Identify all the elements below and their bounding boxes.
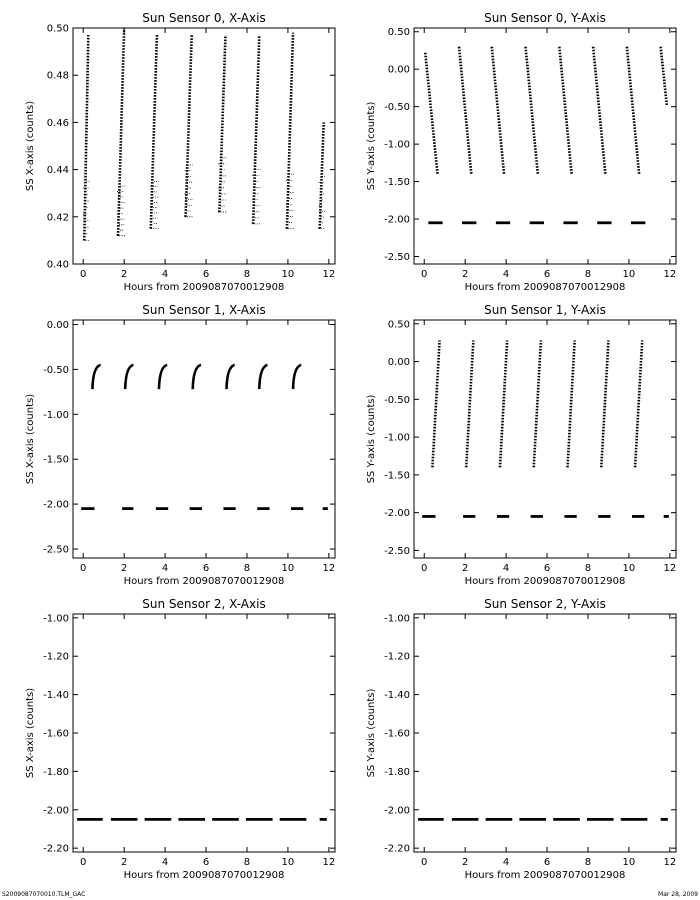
y-tick-label: -2.00 [43, 499, 69, 511]
chart-panel-2 [366, 11, 676, 293]
x-tick-label: 8 [584, 563, 592, 574]
x-tick-label: 10 [281, 269, 295, 280]
y-tick-label: -1.60 [384, 728, 410, 740]
data-marks [81, 365, 328, 509]
y-tick-label: -0.50 [384, 102, 410, 114]
data-series-segment [219, 35, 225, 212]
data-series-segment [593, 47, 605, 174]
chart-panel-6 [366, 597, 676, 881]
y-tick-label: -1.50 [384, 470, 410, 482]
y-tick-label: 0.48 [46, 70, 69, 82]
x-tick-label: 12 [663, 563, 677, 574]
data-marks [425, 47, 667, 223]
x-tick-label: 8 [243, 269, 251, 280]
x-tick-label: 6 [202, 269, 210, 280]
data-series-segment [84, 35, 88, 240]
data-series-segment [186, 35, 192, 217]
x-tick-label: 8 [584, 857, 592, 868]
x-tick-label: 12 [322, 857, 336, 868]
y-tick-label: 0.00 [387, 357, 410, 369]
x-tick-label: 0 [421, 563, 428, 574]
x-tick-label: 8 [243, 563, 251, 574]
x-tick-label: 8 [584, 269, 592, 280]
data-series-segment [320, 122, 324, 228]
plot-frame [414, 614, 676, 852]
x-tick-label: 6 [202, 857, 210, 868]
x-tick-label: 4 [502, 269, 510, 280]
x-tick-label: 12 [663, 269, 677, 280]
y-tick-label: 0.42 [46, 212, 69, 224]
y-tick-label: 0.40 [46, 259, 69, 271]
y-tick-label: -1.60 [43, 728, 69, 740]
x-tick-label: 6 [543, 857, 551, 868]
chart-title: Sun Sensor 0, X-Axis [142, 11, 266, 25]
y-tick-label: 0.00 [46, 319, 69, 331]
data-series-segment [466, 340, 473, 467]
chart-panel-1 [25, 11, 335, 293]
x-tick-label: 10 [281, 563, 295, 574]
y-tick-label: -0.50 [43, 364, 69, 376]
x-axis-label: Hours from 2009087070012908 [464, 282, 626, 293]
chart-title: Sun Sensor 1, Y-Axis [484, 303, 606, 317]
data-series-segment [601, 340, 608, 467]
x-tick-label: 2 [120, 269, 128, 280]
chart-title: Sun Sensor 0, Y-Axis [484, 11, 606, 25]
x-tick-label: 12 [322, 269, 336, 280]
data-series-segment [568, 340, 575, 467]
y-axis-label: SS Y-axis (counts) [366, 688, 377, 778]
y-tick-label: -1.20 [43, 651, 69, 663]
y-tick-label: -1.00 [384, 613, 410, 625]
x-tick-label: 0 [421, 857, 428, 868]
y-tick-label: -1.80 [43, 766, 69, 778]
x-tick-label: 4 [502, 857, 510, 868]
y-axis-label: SS Y-axis (counts) [366, 394, 377, 484]
data-point-cluster [319, 177, 325, 229]
x-axis-label: Hours from 2009087070012908 [464, 576, 626, 587]
x-tick-label: 10 [281, 857, 295, 868]
data-series-segment [635, 340, 642, 467]
data-series-segment [151, 35, 157, 229]
x-tick-label: 0 [80, 857, 87, 868]
y-tick-label: -1.40 [384, 690, 410, 702]
y-tick-label: 0.50 [387, 27, 410, 39]
data-series-segment [500, 340, 507, 467]
footer-filename: S2009087070010.TLM_GAC [2, 891, 86, 898]
data-series-segment [253, 35, 259, 224]
y-tick-label: -0.50 [384, 394, 410, 406]
y-tick-label: -2.50 [384, 545, 410, 557]
y-tick-label: -1.50 [43, 454, 69, 466]
data-point-cluster [185, 165, 193, 217]
x-tick-label: 4 [161, 269, 169, 280]
chart-title: Sun Sensor 2, Y-Axis [484, 597, 606, 611]
data-series-segment [534, 340, 541, 467]
y-tick-label: 0.50 [387, 319, 410, 331]
x-tick-label: 2 [120, 857, 128, 868]
data-series-segment [459, 47, 471, 174]
x-axis-label: Hours from 2009087070012908 [123, 576, 285, 587]
data-series-segment [492, 47, 504, 174]
y-tick-label: -1.00 [43, 409, 69, 421]
data-series-arc [125, 365, 133, 389]
x-tick-label: 10 [622, 563, 636, 574]
y-tick-label: -1.00 [384, 432, 410, 444]
y-axis-label: SS X-axis (counts) [25, 393, 36, 485]
x-tick-label: 0 [80, 269, 87, 280]
x-tick-label: 8 [243, 857, 251, 868]
chart-panel-3 [25, 303, 335, 587]
plot-frame [73, 614, 335, 852]
chart-title: Sun Sensor 1, X-Axis [142, 303, 266, 317]
data-series-arc [92, 365, 100, 389]
y-axis-label: SS X-axis (counts) [25, 100, 36, 192]
data-marks [422, 340, 669, 516]
y-tick-label: -2.00 [43, 805, 69, 817]
x-tick-label: 2 [461, 563, 469, 574]
y-tick-label: -1.00 [384, 139, 410, 151]
y-tick-label: -2.00 [384, 508, 410, 520]
y-tick-label: -2.00 [384, 214, 410, 226]
data-marks [83, 28, 325, 240]
y-tick-label: 0.00 [387, 64, 410, 76]
x-tick-label: 0 [421, 269, 428, 280]
y-axis-label: SS Y-axis (counts) [366, 101, 377, 191]
data-series-segment [118, 28, 124, 236]
x-tick-label: 0 [80, 563, 87, 574]
data-series-arc [193, 365, 201, 389]
x-tick-label: 4 [161, 857, 169, 868]
data-series-arc [227, 365, 235, 389]
data-series-arc [259, 365, 267, 389]
chart-panel-4 [366, 303, 676, 587]
x-axis-label: Hours from 2009087070012908 [464, 870, 626, 881]
y-tick-label: -1.80 [384, 766, 410, 778]
y-tick-label: -1.20 [384, 651, 410, 663]
x-tick-label: 10 [622, 269, 636, 280]
chart-title: Sun Sensor 2, X-Axis [142, 597, 266, 611]
x-axis-label: Hours from 2009087070012908 [123, 282, 285, 293]
x-tick-label: 4 [161, 563, 169, 574]
y-axis-label: SS X-axis (counts) [25, 687, 36, 779]
x-tick-label: 2 [461, 269, 469, 280]
y-tick-label: -1.50 [384, 177, 410, 189]
footer-date: Mar 28, 2009 [658, 891, 698, 898]
data-series-segment [432, 340, 439, 467]
data-series-segment [627, 47, 639, 174]
data-point-cluster [83, 181, 89, 240]
data-series-segment [559, 47, 571, 174]
data-series-arc [293, 365, 301, 389]
data-series-segment [287, 33, 293, 229]
x-tick-label: 4 [502, 563, 510, 574]
x-tick-label: 10 [622, 857, 636, 868]
x-tick-label: 6 [543, 269, 551, 280]
x-tick-label: 12 [663, 857, 677, 868]
data-series-segment [425, 53, 437, 174]
y-tick-label: -2.50 [384, 252, 410, 264]
x-axis-label: Hours from 2009087070012908 [123, 870, 285, 881]
y-tick-label: -2.50 [43, 544, 69, 556]
y-tick-label: -2.20 [43, 843, 69, 855]
y-tick-label: -2.20 [384, 843, 410, 855]
x-tick-label: 2 [461, 857, 469, 868]
data-series-arc [159, 365, 167, 389]
data-series-segment [526, 47, 538, 174]
y-tick-label: -1.00 [43, 613, 69, 625]
x-tick-label: 2 [120, 563, 128, 574]
y-tick-label: -2.00 [384, 805, 410, 817]
y-tick-label: 0.46 [46, 117, 69, 129]
chart-panel-5 [25, 597, 335, 881]
y-tick-label: 0.44 [46, 165, 69, 177]
y-tick-label: -1.40 [43, 690, 69, 702]
x-tick-label: 6 [202, 563, 210, 574]
x-tick-label: 12 [322, 563, 336, 574]
x-tick-label: 6 [543, 563, 551, 574]
plot-frame [73, 320, 335, 558]
data-series-segment [661, 47, 667, 105]
y-tick-label: 0.50 [46, 23, 69, 35]
plot-frame [73, 28, 335, 264]
